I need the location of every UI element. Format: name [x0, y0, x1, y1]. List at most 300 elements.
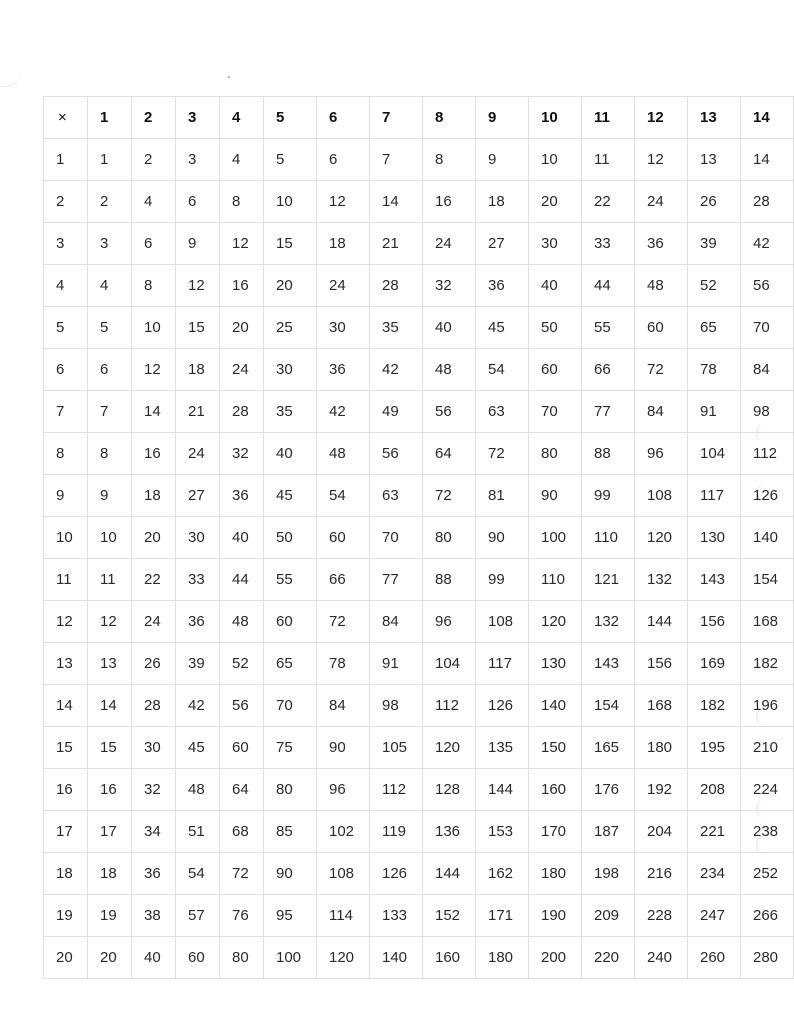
- table-cell: 1: [88, 139, 132, 181]
- table-cell: 143: [688, 559, 741, 601]
- table-row: [44, 265, 794, 307]
- table-cell: 11: [582, 139, 635, 181]
- table-cell: 84: [635, 391, 688, 433]
- table-cell: 6: [88, 349, 132, 391]
- table-cell: 16: [132, 433, 176, 475]
- table-cell: 8: [423, 139, 476, 181]
- table-cell: 56: [220, 685, 264, 727]
- table-cell: 44: [582, 265, 635, 307]
- table-cell: 76: [220, 895, 264, 937]
- table-cell: 30: [132, 727, 176, 769]
- table-cell: 15: [88, 727, 132, 769]
- table-cell: 140: [370, 937, 423, 979]
- table-cell: 11: [88, 559, 132, 601]
- table-cell: 252: [741, 853, 794, 895]
- table-cell: 33: [176, 559, 220, 601]
- table-cell: 54: [476, 349, 529, 391]
- table-cell: 14: [88, 685, 132, 727]
- table-cell: 119: [370, 811, 423, 853]
- table-cell: 132: [635, 559, 688, 601]
- table-cell: 99: [582, 475, 635, 517]
- table-cell: 77: [370, 559, 423, 601]
- table-cell: 91: [688, 391, 741, 433]
- table-cell: 156: [688, 601, 741, 643]
- table-cell: 9: [88, 475, 132, 517]
- table-row: [44, 811, 794, 853]
- table-cell: 51: [176, 811, 220, 853]
- table-cell: 85: [264, 811, 317, 853]
- table-cell: 90: [476, 517, 529, 559]
- table-cell: 14: [370, 181, 423, 223]
- table-cell: 216: [635, 853, 688, 895]
- table-cell: 81: [476, 475, 529, 517]
- table-cell: 30: [317, 307, 370, 349]
- table-cell: 5: [88, 307, 132, 349]
- table-cell: 24: [635, 181, 688, 223]
- table-cell: 108: [317, 853, 370, 895]
- table-cell: 70: [529, 391, 582, 433]
- table-cell: 28: [370, 265, 423, 307]
- table-cell: 48: [220, 601, 264, 643]
- table-row: [44, 643, 794, 685]
- table-cell: 24: [317, 265, 370, 307]
- table-cell: 200: [529, 937, 582, 979]
- table-cell: 30: [264, 349, 317, 391]
- table-cell: 110: [529, 559, 582, 601]
- table-cell: 2: [88, 181, 132, 223]
- table-cell: 9: [176, 223, 220, 265]
- table-cell: 143: [582, 643, 635, 685]
- table-cell: 100: [529, 517, 582, 559]
- table-cell: 10: [529, 139, 582, 181]
- table-cell: 140: [529, 685, 582, 727]
- table-cell: 24: [423, 223, 476, 265]
- table-cell: 6: [317, 139, 370, 181]
- table-cell: 117: [476, 643, 529, 685]
- row-header: 8: [44, 433, 88, 475]
- table-body: [44, 139, 794, 979]
- table-cell: 8: [88, 433, 132, 475]
- column-header: 7: [370, 97, 423, 139]
- table-cell: 68: [220, 811, 264, 853]
- table-cell: 14: [132, 391, 176, 433]
- table-cell: 266: [741, 895, 794, 937]
- table-cell: 42: [176, 685, 220, 727]
- table-cell: 35: [370, 307, 423, 349]
- table-cell: 99: [476, 559, 529, 601]
- table-cell: 56: [423, 391, 476, 433]
- column-header: 3: [176, 97, 220, 139]
- table-cell: 32: [220, 433, 264, 475]
- column-header: 8: [423, 97, 476, 139]
- column-header: 1: [88, 97, 132, 139]
- table-cell: 110: [582, 517, 635, 559]
- table-cell: 48: [423, 349, 476, 391]
- table-cell: 132: [582, 601, 635, 643]
- table-row: [44, 517, 794, 559]
- table-cell: 112: [423, 685, 476, 727]
- table-cell: 13: [88, 643, 132, 685]
- row-header: 14: [44, 685, 88, 727]
- table-row: [44, 853, 794, 895]
- table-cell: 196: [741, 685, 794, 727]
- table-cell: 120: [317, 937, 370, 979]
- table-cell: 112: [370, 769, 423, 811]
- table-cell: 9: [476, 139, 529, 181]
- table-cell: 98: [370, 685, 423, 727]
- table-cell: 117: [688, 475, 741, 517]
- table-cell: 18: [476, 181, 529, 223]
- table-cell: 35: [264, 391, 317, 433]
- table-cell: 17: [88, 811, 132, 853]
- table-cell: 80: [220, 937, 264, 979]
- table-cell: 24: [132, 601, 176, 643]
- row-header: 12: [44, 601, 88, 643]
- table-scroll-container[interactable]: [43, 96, 779, 1000]
- table-cell: 52: [220, 643, 264, 685]
- table-cell: 70: [741, 307, 794, 349]
- table-cell: 44: [220, 559, 264, 601]
- table-cell: 135: [476, 727, 529, 769]
- table-cell: 19: [88, 895, 132, 937]
- column-header: 11: [582, 97, 635, 139]
- table-cell: 90: [529, 475, 582, 517]
- table-cell: 10: [264, 181, 317, 223]
- table-cell: 36: [317, 349, 370, 391]
- row-header: 13: [44, 643, 88, 685]
- table-cell: 55: [264, 559, 317, 601]
- table-cell: 84: [741, 349, 794, 391]
- table-cell: 21: [176, 391, 220, 433]
- table-header-row: [44, 97, 794, 139]
- table-cell: 63: [476, 391, 529, 433]
- table-cell: 60: [176, 937, 220, 979]
- table-cell: 150: [529, 727, 582, 769]
- table-cell: 180: [476, 937, 529, 979]
- table-row: [44, 685, 794, 727]
- table-cell: 80: [529, 433, 582, 475]
- table-cell: 20: [529, 181, 582, 223]
- table-cell: 60: [529, 349, 582, 391]
- table-cell: 247: [688, 895, 741, 937]
- table-row: [44, 433, 794, 475]
- table-cell: 65: [264, 643, 317, 685]
- table-cell: 130: [688, 517, 741, 559]
- table-cell: 221: [688, 811, 741, 853]
- table-cell: 24: [220, 349, 264, 391]
- table-cell: 52: [688, 265, 741, 307]
- table-cell: 65: [688, 307, 741, 349]
- row-header: 16: [44, 769, 88, 811]
- table-cell: 192: [635, 769, 688, 811]
- table-row: [44, 895, 794, 937]
- table-cell: 168: [635, 685, 688, 727]
- column-header: 12: [635, 97, 688, 139]
- table-cell: 104: [423, 643, 476, 685]
- table-cell: 30: [529, 223, 582, 265]
- table-cell: 3: [176, 139, 220, 181]
- table-cell: 39: [688, 223, 741, 265]
- table-cell: 121: [582, 559, 635, 601]
- table-cell: 39: [176, 643, 220, 685]
- table-cell: 133: [370, 895, 423, 937]
- table-cell: 144: [635, 601, 688, 643]
- table-cell: 22: [132, 559, 176, 601]
- table-cell: 152: [423, 895, 476, 937]
- row-header: 3: [44, 223, 88, 265]
- table-cell: 55: [582, 307, 635, 349]
- table-cell: 8: [132, 265, 176, 307]
- table-cell: 34: [132, 811, 176, 853]
- table-cell: 168: [741, 601, 794, 643]
- corner-cell: ×: [44, 97, 88, 139]
- table-cell: 238: [741, 811, 794, 853]
- table-row: [44, 727, 794, 769]
- table-cell: 144: [476, 769, 529, 811]
- table-cell: 25: [264, 307, 317, 349]
- table-cell: 108: [476, 601, 529, 643]
- table-cell: 45: [264, 475, 317, 517]
- table-cell: 60: [635, 307, 688, 349]
- row-header: 7: [44, 391, 88, 433]
- table-cell: 108: [635, 475, 688, 517]
- table-cell: 18: [132, 475, 176, 517]
- table-cell: 57: [176, 895, 220, 937]
- table-cell: 80: [264, 769, 317, 811]
- table-cell: 91: [370, 643, 423, 685]
- decorative-arc: [0, 58, 22, 87]
- table-cell: 187: [582, 811, 635, 853]
- table-cell: 64: [220, 769, 264, 811]
- table-cell: 84: [370, 601, 423, 643]
- column-header: 5: [264, 97, 317, 139]
- column-header: 10: [529, 97, 582, 139]
- table-cell: 56: [370, 433, 423, 475]
- table-cell: 96: [317, 769, 370, 811]
- table-cell: 114: [317, 895, 370, 937]
- table-cell: 198: [582, 853, 635, 895]
- table-cell: 56: [741, 265, 794, 307]
- table-cell: 12: [88, 601, 132, 643]
- row-header: 9: [44, 475, 88, 517]
- table-cell: 126: [370, 853, 423, 895]
- row-header: 11: [44, 559, 88, 601]
- table-cell: 40: [529, 265, 582, 307]
- table-cell: 98: [741, 391, 794, 433]
- table-cell: 88: [582, 433, 635, 475]
- table-cell: 36: [476, 265, 529, 307]
- table-cell: 36: [132, 853, 176, 895]
- table-cell: 40: [423, 307, 476, 349]
- table-cell: 48: [176, 769, 220, 811]
- table-cell: 208: [688, 769, 741, 811]
- table-cell: 20: [132, 517, 176, 559]
- table-cell: 182: [688, 685, 741, 727]
- table-cell: 100: [264, 937, 317, 979]
- table-cell: 220: [582, 937, 635, 979]
- table-cell: 84: [317, 685, 370, 727]
- table-cell: 260: [688, 937, 741, 979]
- table-cell: 156: [635, 643, 688, 685]
- table-cell: 2: [132, 139, 176, 181]
- table-cell: 75: [264, 727, 317, 769]
- table-cell: 4: [220, 139, 264, 181]
- table-cell: 88: [423, 559, 476, 601]
- table-row: [44, 139, 794, 181]
- table-cell: 78: [317, 643, 370, 685]
- table-cell: 6: [176, 181, 220, 223]
- table-cell: 26: [132, 643, 176, 685]
- table-cell: 28: [741, 181, 794, 223]
- table-cell: 72: [423, 475, 476, 517]
- table-cell: 36: [220, 475, 264, 517]
- table-cell: 153: [476, 811, 529, 853]
- table-cell: 6: [132, 223, 176, 265]
- table-cell: 90: [264, 853, 317, 895]
- table-cell: 210: [741, 727, 794, 769]
- table-row: [44, 391, 794, 433]
- table-cell: 54: [176, 853, 220, 895]
- column-header: 13: [688, 97, 741, 139]
- table-cell: 90: [317, 727, 370, 769]
- table-cell: 96: [423, 601, 476, 643]
- table-cell: 32: [132, 769, 176, 811]
- table-cell: 27: [476, 223, 529, 265]
- table-cell: 4: [88, 265, 132, 307]
- table-cell: 49: [370, 391, 423, 433]
- table-cell: 144: [423, 853, 476, 895]
- table-cell: 280: [741, 937, 794, 979]
- table-cell: 126: [741, 475, 794, 517]
- table-cell: 176: [582, 769, 635, 811]
- table-cell: 160: [423, 937, 476, 979]
- decorative-dot: [228, 76, 230, 78]
- table-cell: 60: [317, 517, 370, 559]
- table-cell: 30: [176, 517, 220, 559]
- table-row: [44, 937, 794, 979]
- table-row: [44, 559, 794, 601]
- table-cell: 12: [176, 265, 220, 307]
- table-cell: 4: [132, 181, 176, 223]
- table-cell: 20: [220, 307, 264, 349]
- row-header: 5: [44, 307, 88, 349]
- table-cell: 14: [741, 139, 794, 181]
- table-cell: 162: [476, 853, 529, 895]
- table-row: [44, 181, 794, 223]
- table-cell: 95: [264, 895, 317, 937]
- multiplication-table: [43, 96, 794, 979]
- column-header: 4: [220, 97, 264, 139]
- table-cell: 154: [582, 685, 635, 727]
- row-header: 2: [44, 181, 88, 223]
- table-cell: 66: [582, 349, 635, 391]
- table-cell: 70: [264, 685, 317, 727]
- column-header: 2: [132, 97, 176, 139]
- column-header: 9: [476, 97, 529, 139]
- table-cell: 171: [476, 895, 529, 937]
- row-header: 4: [44, 265, 88, 307]
- table-cell: 60: [264, 601, 317, 643]
- table-cell: 3: [88, 223, 132, 265]
- table-cell: 16: [88, 769, 132, 811]
- table-cell: 42: [317, 391, 370, 433]
- table-cell: 66: [317, 559, 370, 601]
- table-cell: 72: [635, 349, 688, 391]
- table-cell: 180: [635, 727, 688, 769]
- table-cell: 190: [529, 895, 582, 937]
- table-cell: 12: [635, 139, 688, 181]
- table-cell: 26: [688, 181, 741, 223]
- table-cell: 120: [529, 601, 582, 643]
- table-cell: 7: [88, 391, 132, 433]
- row-header: 15: [44, 727, 88, 769]
- table-cell: 33: [582, 223, 635, 265]
- table-cell: 130: [529, 643, 582, 685]
- table-cell: 21: [370, 223, 423, 265]
- table-cell: 28: [132, 685, 176, 727]
- table-cell: 120: [423, 727, 476, 769]
- table-cell: 112: [741, 433, 794, 475]
- table-cell: 20: [264, 265, 317, 307]
- table-cell: 126: [476, 685, 529, 727]
- table-cell: 96: [635, 433, 688, 475]
- table-cell: 40: [264, 433, 317, 475]
- row-header: 18: [44, 853, 88, 895]
- table-cell: 209: [582, 895, 635, 937]
- table-cell: 22: [582, 181, 635, 223]
- table-cell: 50: [529, 307, 582, 349]
- table-cell: 12: [132, 349, 176, 391]
- table-cell: 169: [688, 643, 741, 685]
- table-cell: 240: [635, 937, 688, 979]
- table-cell: 120: [635, 517, 688, 559]
- row-header: 20: [44, 937, 88, 979]
- table-cell: 18: [88, 853, 132, 895]
- table-cell: 15: [176, 307, 220, 349]
- table-cell: 32: [423, 265, 476, 307]
- table-cell: 182: [741, 643, 794, 685]
- table-cell: 13: [688, 139, 741, 181]
- table-cell: 12: [220, 223, 264, 265]
- table-cell: 228: [635, 895, 688, 937]
- table-cell: 12: [317, 181, 370, 223]
- table-cell: 40: [132, 937, 176, 979]
- table-cell: 28: [220, 391, 264, 433]
- table-cell: 195: [688, 727, 741, 769]
- table-cell: 72: [220, 853, 264, 895]
- table-cell: 20: [88, 937, 132, 979]
- row-header: 19: [44, 895, 88, 937]
- table-row: [44, 475, 794, 517]
- table-cell: 77: [582, 391, 635, 433]
- row-header: 6: [44, 349, 88, 391]
- table-cell: 48: [635, 265, 688, 307]
- table-cell: 5: [264, 139, 317, 181]
- table-cell: 15: [264, 223, 317, 265]
- table-row: [44, 307, 794, 349]
- table-cell: 45: [476, 307, 529, 349]
- table-cell: 72: [476, 433, 529, 475]
- table-cell: 70: [370, 517, 423, 559]
- table-cell: 102: [317, 811, 370, 853]
- table-cell: 16: [220, 265, 264, 307]
- table-cell: 16: [423, 181, 476, 223]
- table-row: [44, 349, 794, 391]
- table-cell: 36: [176, 601, 220, 643]
- table-row: [44, 769, 794, 811]
- table-cell: 170: [529, 811, 582, 853]
- table-cell: 154: [741, 559, 794, 601]
